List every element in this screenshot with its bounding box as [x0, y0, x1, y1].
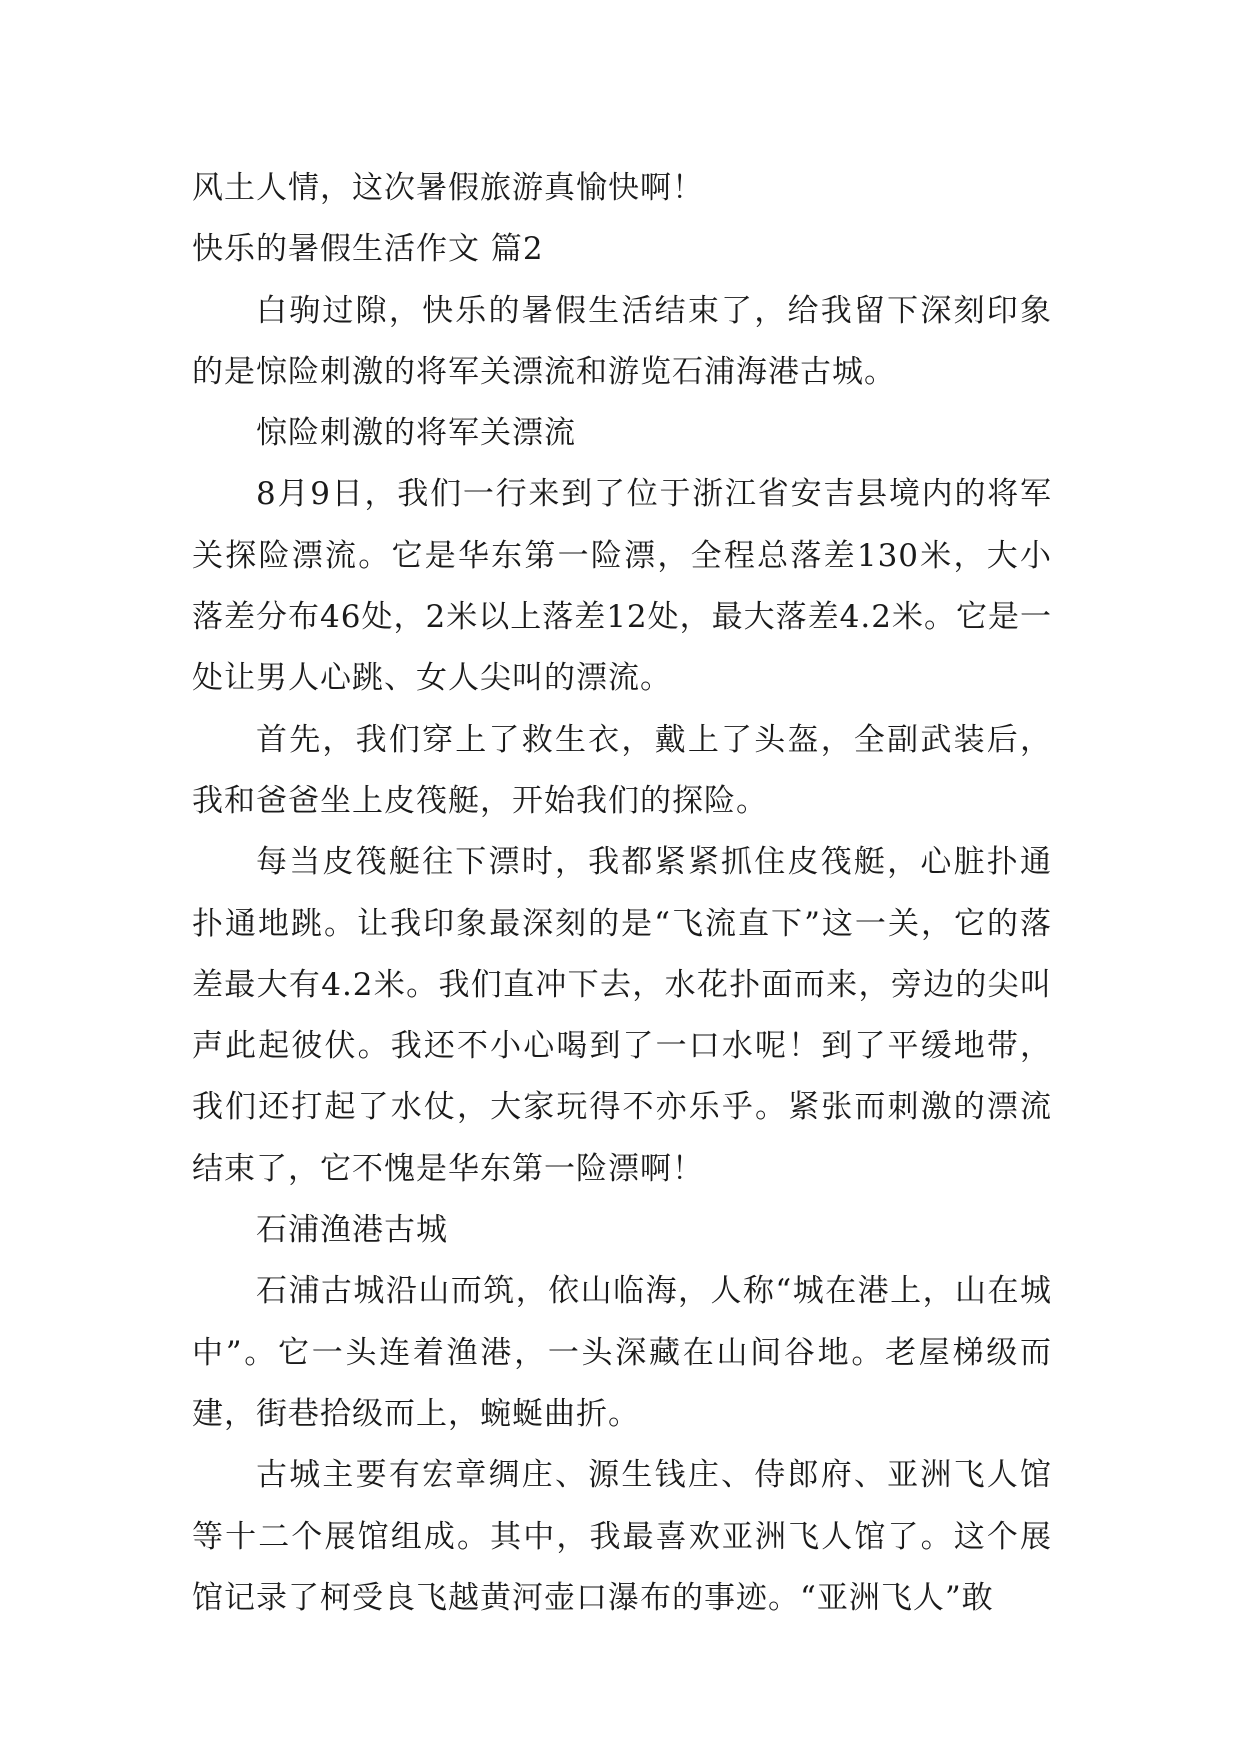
paragraph-rafting-facts: 8月9日，我们一行来到了位于浙江省安吉县境内的将军关探险漂流。它是华东第一险漂，全程总落差130米，大小落差分布46处，2米以上落差12处，最大落差4.2米。它是一处让男人心跳、女人尖叫的漂流。: [192, 476, 1052, 697]
paragraph-shipu-museums: 古城主要有宏章绸庄、源生钱庄、侍郎府、亚洲飞人馆等十二个展馆组成。其中，我最喜欢亚洲飞人馆了。这个展馆记录了柯受良飞越黄河壶口瀑布的事迹。“亚洲飞人”敢: [192, 1457, 1052, 1616]
article-heading: 快乐的暑假生活作文 篇2: [192, 231, 544, 268]
section-heading-shipu: 石浦渔港古城: [256, 1212, 448, 1249]
paragraph-intro: 白驹过隙，快乐的暑假生活结束了，给我留下深刻印象的是惊险刺激的将军关漂流和游览石浦海港古城。: [192, 292, 1052, 390]
paragraph-rafting-start: 首先，我们穿上了救生衣，戴上了头盔，全副武装后，我和爸爸坐上皮筏艇，开始我们的探险。: [192, 721, 1052, 819]
paragraph-shipu-description: 石浦古城沿山而筑，依山临海，人称“城在港上，山在城中”。它一头连着渔港，一头深藏在山间谷地。老屋梯级而建，街巷拾级而上，蜿蜒曲折。: [192, 1273, 1052, 1432]
section-heading-rafting: 惊险刺激的将军关漂流: [256, 415, 576, 452]
paragraph-continuation: 风土人情，这次暑假旅游真愉快啊！: [192, 170, 704, 206]
document-body: [192, 158, 1052, 1629]
paragraph-rafting-experience: 每当皮筏艇往下漂时，我都紧紧抓住皮筏艇，心脏扑通扑通地跳。让我印象最深刻的是“飞流直下”这一关，它的落差最大有4.2米。我们直冲下去，水花扑面而来，旁边的尖叫声此起彼伏。我还不小心喝到了一口水呢！到了平缓地带，我们还打起了水仗，大家玩得不亦乐乎。紧张而刺激的漂流结束了，它不愧是华东第一险漂啊！: [192, 844, 1052, 1187]
